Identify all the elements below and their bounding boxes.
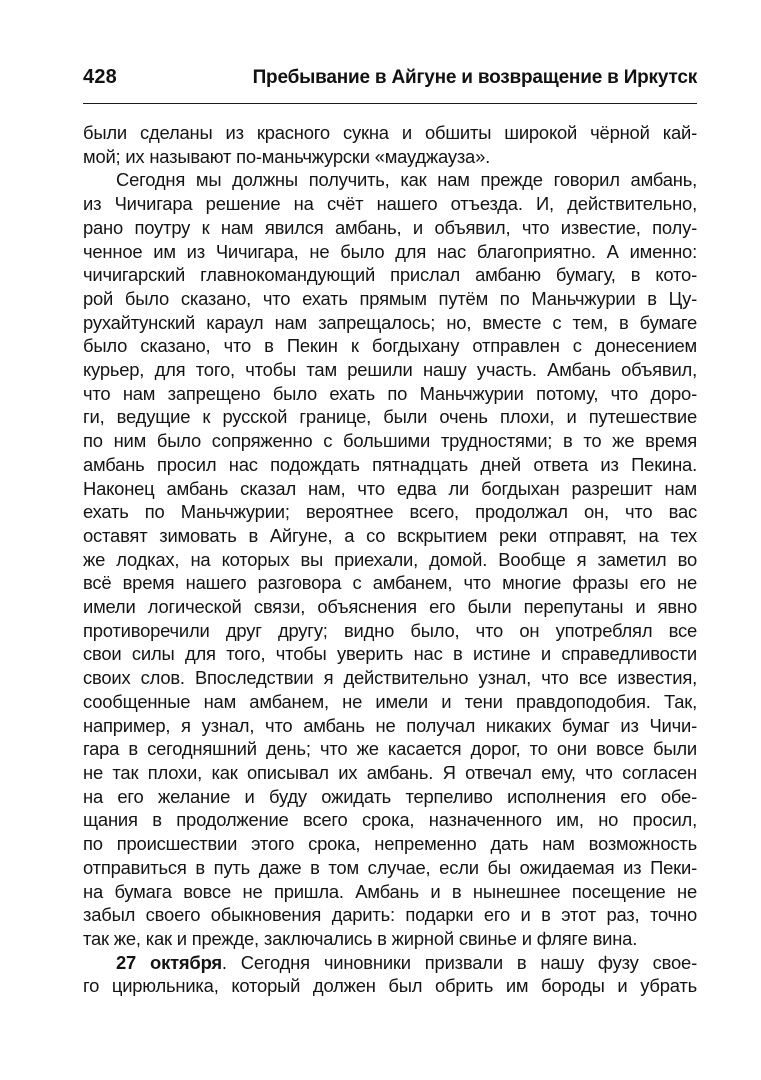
text-line: мой; их называют по-маньчжурски «мауджауза». bbox=[83, 145, 491, 167]
text-line: своих слов. Впоследствии я действительно узнал, что все известия, bbox=[83, 667, 697, 689]
text-line: Сегодня мы должны получить, как нам прежде говорил амбань, bbox=[116, 169, 697, 191]
running-title: Пребывание в Айгуне и возвращение в Иркутск bbox=[252, 67, 697, 88]
paragraph bbox=[83, 951, 697, 998]
text-line: сообщенные нам амбанем, не имели и тени правдоподобия. Так, bbox=[83, 690, 697, 712]
text-line: было сказано, что в Пекин к богдыхану отправлен с донесением bbox=[83, 335, 697, 357]
text-line: всё время нашего разговора с амбанем, что многие фразы его не bbox=[83, 572, 697, 594]
text-line: забыл своего обыкновения дарить: подарки его и в этот раз, точно bbox=[83, 904, 697, 926]
text-line: же лодках, на которых вы приехали, домой. Вообще я заметил во bbox=[83, 548, 697, 570]
text-line: рой было сказано, что ехать прямым путём по Маньчжурии в Цу- bbox=[83, 287, 697, 309]
paragraph bbox=[83, 168, 697, 950]
text-line: курьер, для того, чтобы там решили нашу участь. Амбань объявил, bbox=[83, 359, 697, 381]
text-line: го цирюльника, который должен был обрить им бороды и убрать bbox=[83, 975, 697, 997]
text-line: отправиться в путь даже в том случае, если бы ожидаемая из Пеки- bbox=[83, 856, 697, 878]
text-line: например, я узнал, что амбань не получал никаких бумаг из Чичи- bbox=[83, 714, 697, 736]
running-header bbox=[83, 66, 697, 89]
text-line: свои силы для того, чтобы уверить нас в истине и справедливости bbox=[83, 643, 697, 665]
text-line: по ним было сопряженно с большими трудностями; в то же время bbox=[83, 430, 697, 452]
text-line: амбань просил нас подождать пятнадцать дней ответа из Пекина. bbox=[83, 453, 697, 475]
text-line: так же, как и прежде, заключались в жирной свинье и фляге вина. bbox=[83, 927, 638, 949]
text-line: имели логической связи, объяснения его были перепутаны и явно bbox=[83, 596, 697, 618]
text-line: ехать по Маньчжурии; вероятнее всего, продолжал он, что вас bbox=[83, 501, 697, 523]
text-line: рано поутру к нам явился амбань, и объявил, что известие, полу- bbox=[83, 216, 697, 238]
text-line: из Чичигара решение на счёт нашего отъезда. И, действительно, bbox=[83, 193, 697, 215]
text-line: не так плохи, как описывал их амбань. Я отвечал ему, что согласен bbox=[83, 761, 697, 783]
text-line: гара в сегодняшний день; что же касается дорог, то они вовсе были bbox=[83, 738, 697, 760]
text-line: 27 октября. Сегодня чиновники призвали в нашу фузу свое- bbox=[116, 951, 697, 973]
text-line: что нам запрещено было ехать по Маньчжурии потому, что доро- bbox=[83, 382, 697, 404]
page-number: 428 bbox=[83, 66, 117, 88]
text-line: ченное им из Чичигара, не было для нас благоприятно. А именно: bbox=[83, 240, 697, 262]
text-line: щания в продолжение всего срока, назначенного им, но просил, bbox=[83, 809, 697, 831]
header-rule bbox=[83, 103, 697, 104]
text-line: чичигарский главнокомандующий прислал амбаню бумагу, в кото- bbox=[83, 264, 697, 286]
page-body bbox=[83, 121, 697, 998]
text-line: были сделаны из красного сукна и обшиты широкой чёрной кай- bbox=[83, 122, 697, 143]
text-line: ги, ведущие к русской границе, были очень плохи, и путешествие bbox=[83, 406, 697, 428]
text-line: Наконец амбань сказал нам, что едва ли богдыхан разрешит нам bbox=[83, 477, 697, 499]
text-line: оставят зимовать в Айгуне, а со вскрытием реки отправят, на тех bbox=[83, 524, 697, 546]
text-line: на его желание и буду ожидать терпеливо исполнения его обе- bbox=[83, 785, 697, 807]
text-line: на бумага вовсе не пришла. Амбань и в нынешнее посещение не bbox=[83, 880, 697, 902]
text-line: рухайтунский караул нам запрещалось; но, вместе с тем, в бумаге bbox=[83, 311, 697, 333]
paragraph bbox=[83, 121, 697, 168]
text-line: по происшествии этого срока, непременно дать нам возможность bbox=[83, 833, 697, 855]
text-line: противоречили друг другу; видно было, что он употреблял все bbox=[83, 619, 697, 641]
date-lead: 27 октября bbox=[116, 951, 222, 973]
